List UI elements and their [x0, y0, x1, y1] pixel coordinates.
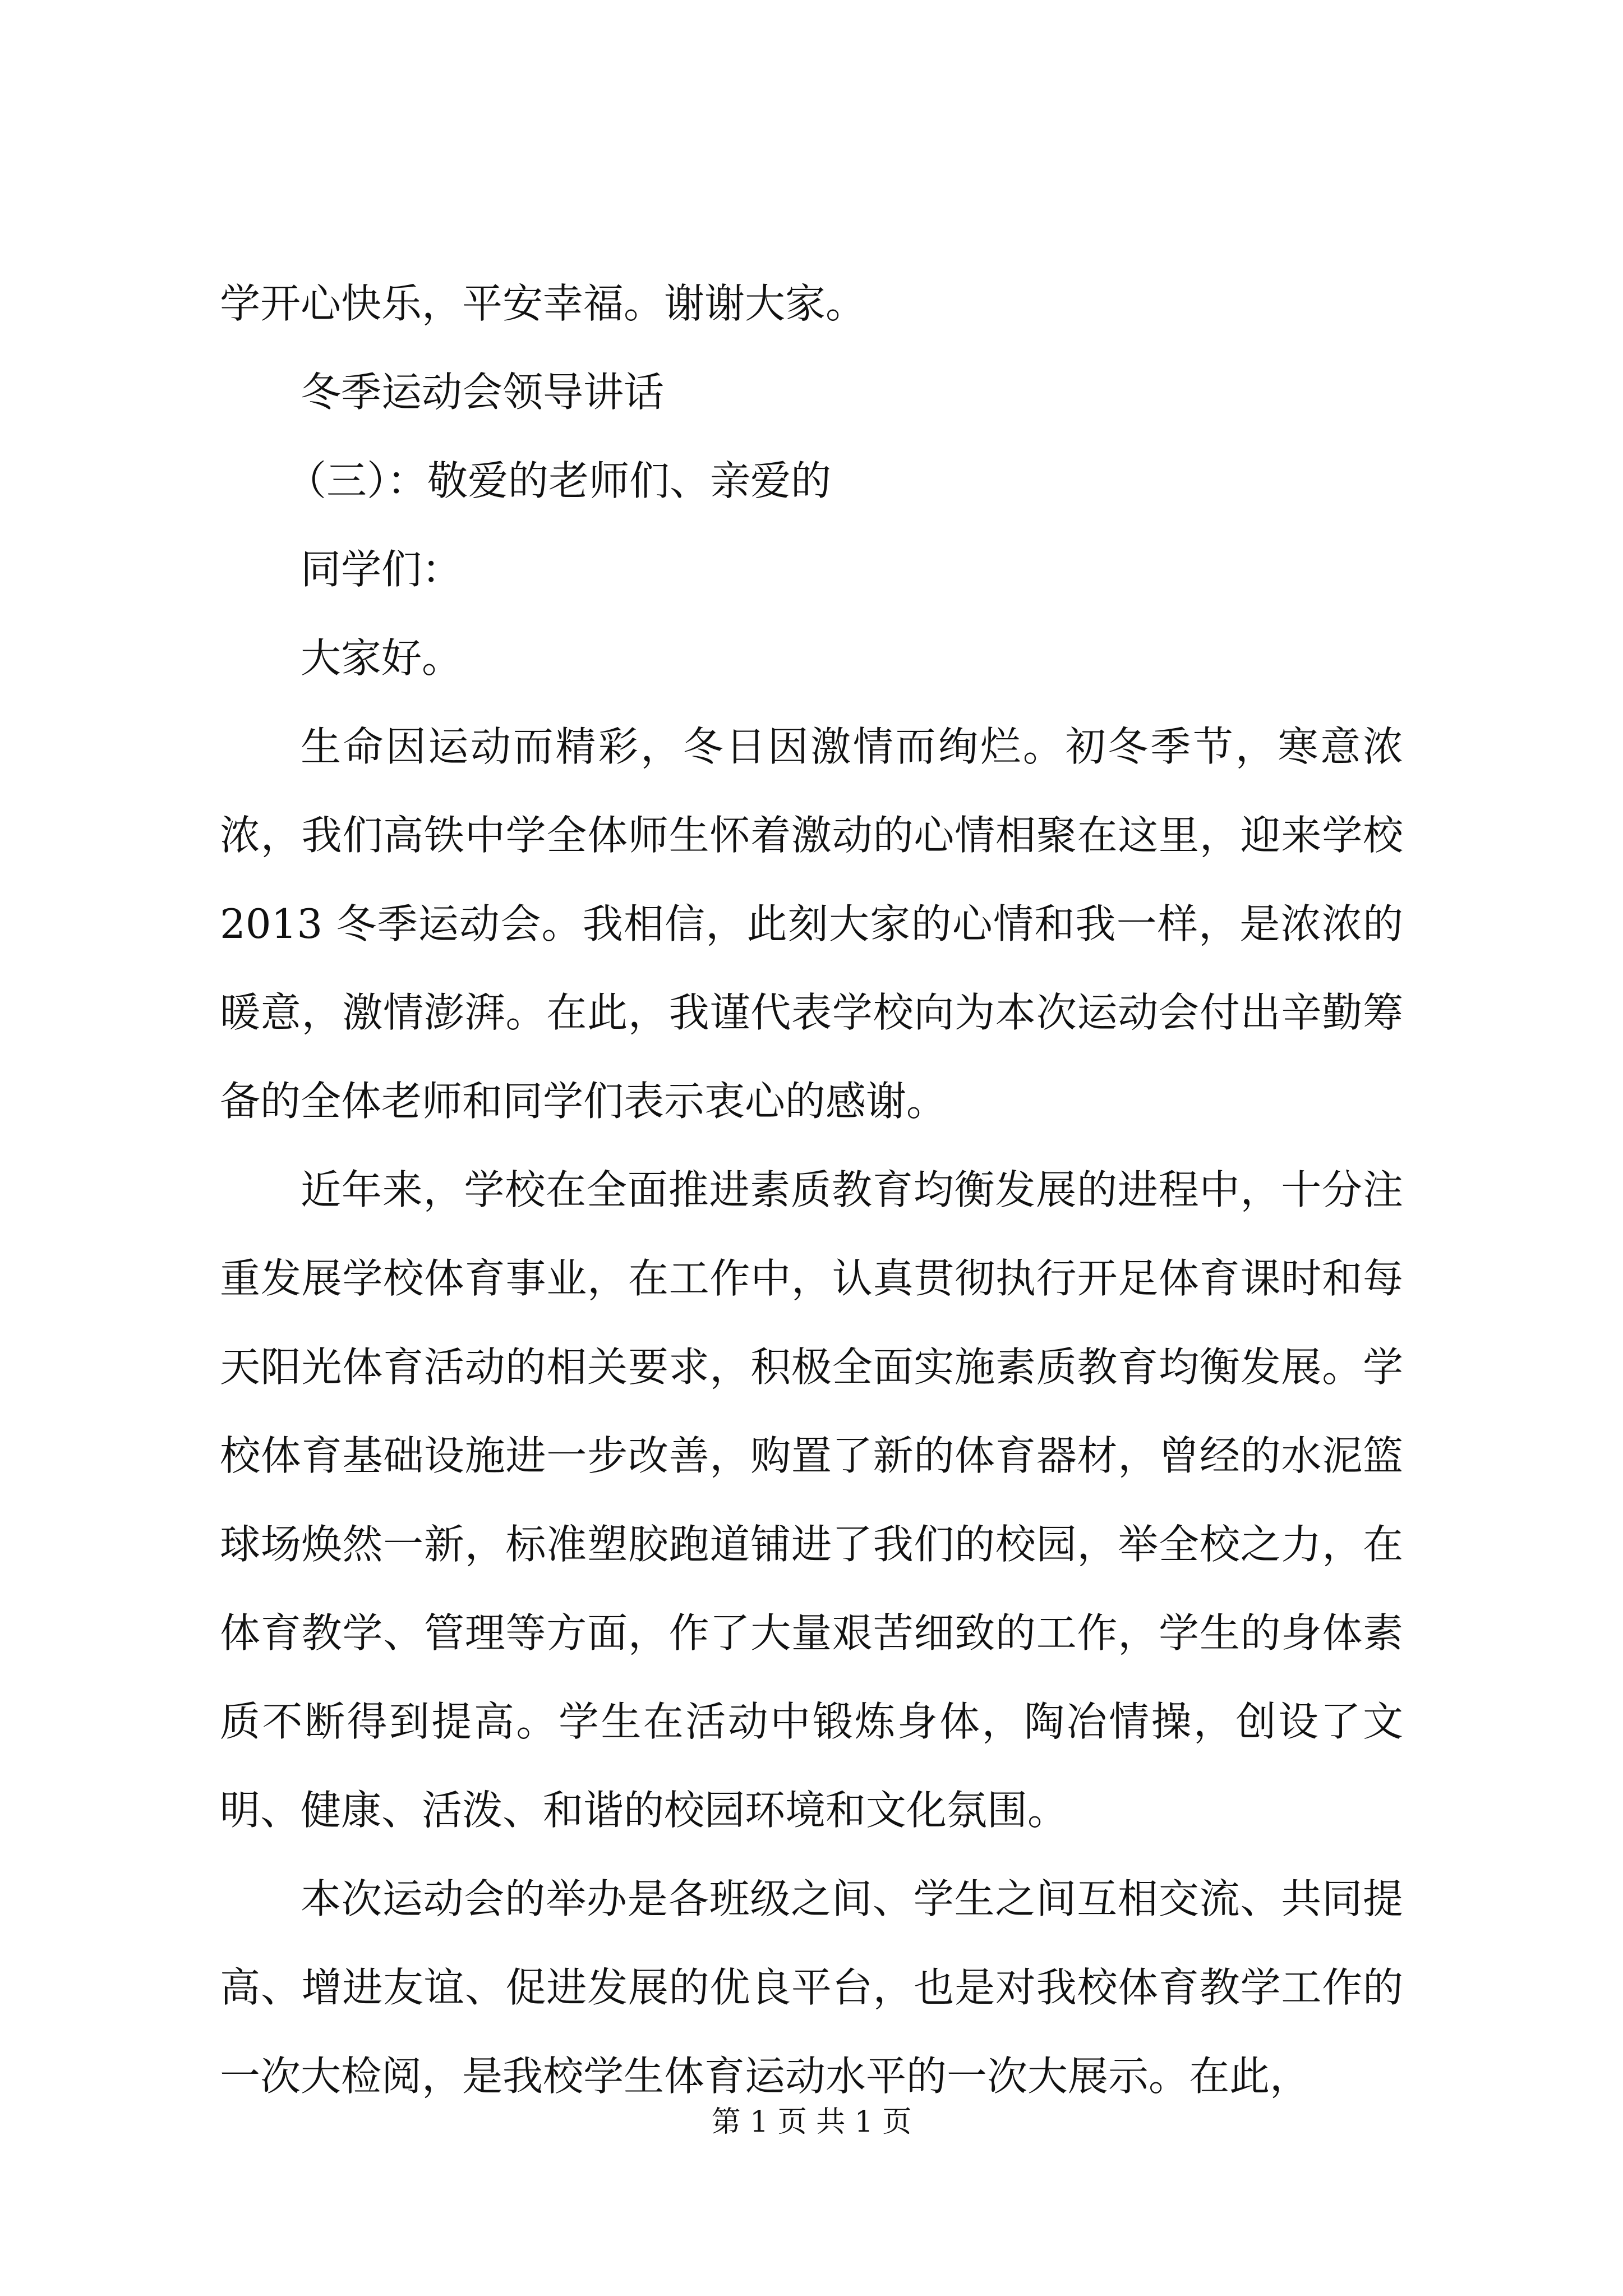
section-title: 冬季运动会领导讲话 — [301, 369, 665, 416]
salutation-line-1: （三）：敬爱的老师们、亲爱的 — [286, 457, 832, 504]
greeting-line: 大家好。 — [301, 634, 463, 682]
page-number-label: 第 1 页 共 1 页 — [711, 2105, 912, 2139]
paragraph-2: 近年来，学校在全面推进素质教育均衡发展的进程中，十分注重发展学校体育事业，在工作中，认真贯彻执行开足体育课时和每天阳光体育活动的相关要求，积极全面实施素质教育均衡发展。学校体育基础设施进一步改善，购置了新的体育器材，曾经的水泥篮球场焕然一新，标准塑胶跑道铺进了我们的校园，举全校之力，在体育教学、管理等方面，作了大量艰苦细致的工作，学生的身体素质不断得到提高。学生在活动中锻炼身体，陶冶情操，创设了文明、健康、活泼、和谐的校园环境和文化氛围。 — [220, 1166, 1403, 1834]
salutation-line-2: 同学们： — [301, 546, 463, 593]
paragraph-3: 本次运动会的举办是各班级之间、学生之间互相交流、共同提高、增进友谊、促进发展的优良平台，也是对我校体育教学工作的一次大检阅，是我校学生体育运动水平的一次大展示。在此， — [220, 1875, 1403, 2100]
paragraph-1: 生命因运动而精彩，冬日因激情而绚烂。初冬季节，寒意浓浓，我们高铁中学全体师生怀着激动的心情相聚在这里，迎来学校 2013 冬季运动会。我相信，此刻大家的心情和我一样，是浓浓的暖意，激情澎湃。在此，我谨代表学校向为本次运动会付出辛勤筹备的全体老师和同学们表示衷心的感谢。 — [220, 723, 1403, 1125]
text-line-closing: 学开心快乐，平安幸福。谢谢大家。 — [220, 280, 866, 327]
document-body — [220, 259, 1403, 2120]
page-footer — [0, 2102, 1623, 2142]
